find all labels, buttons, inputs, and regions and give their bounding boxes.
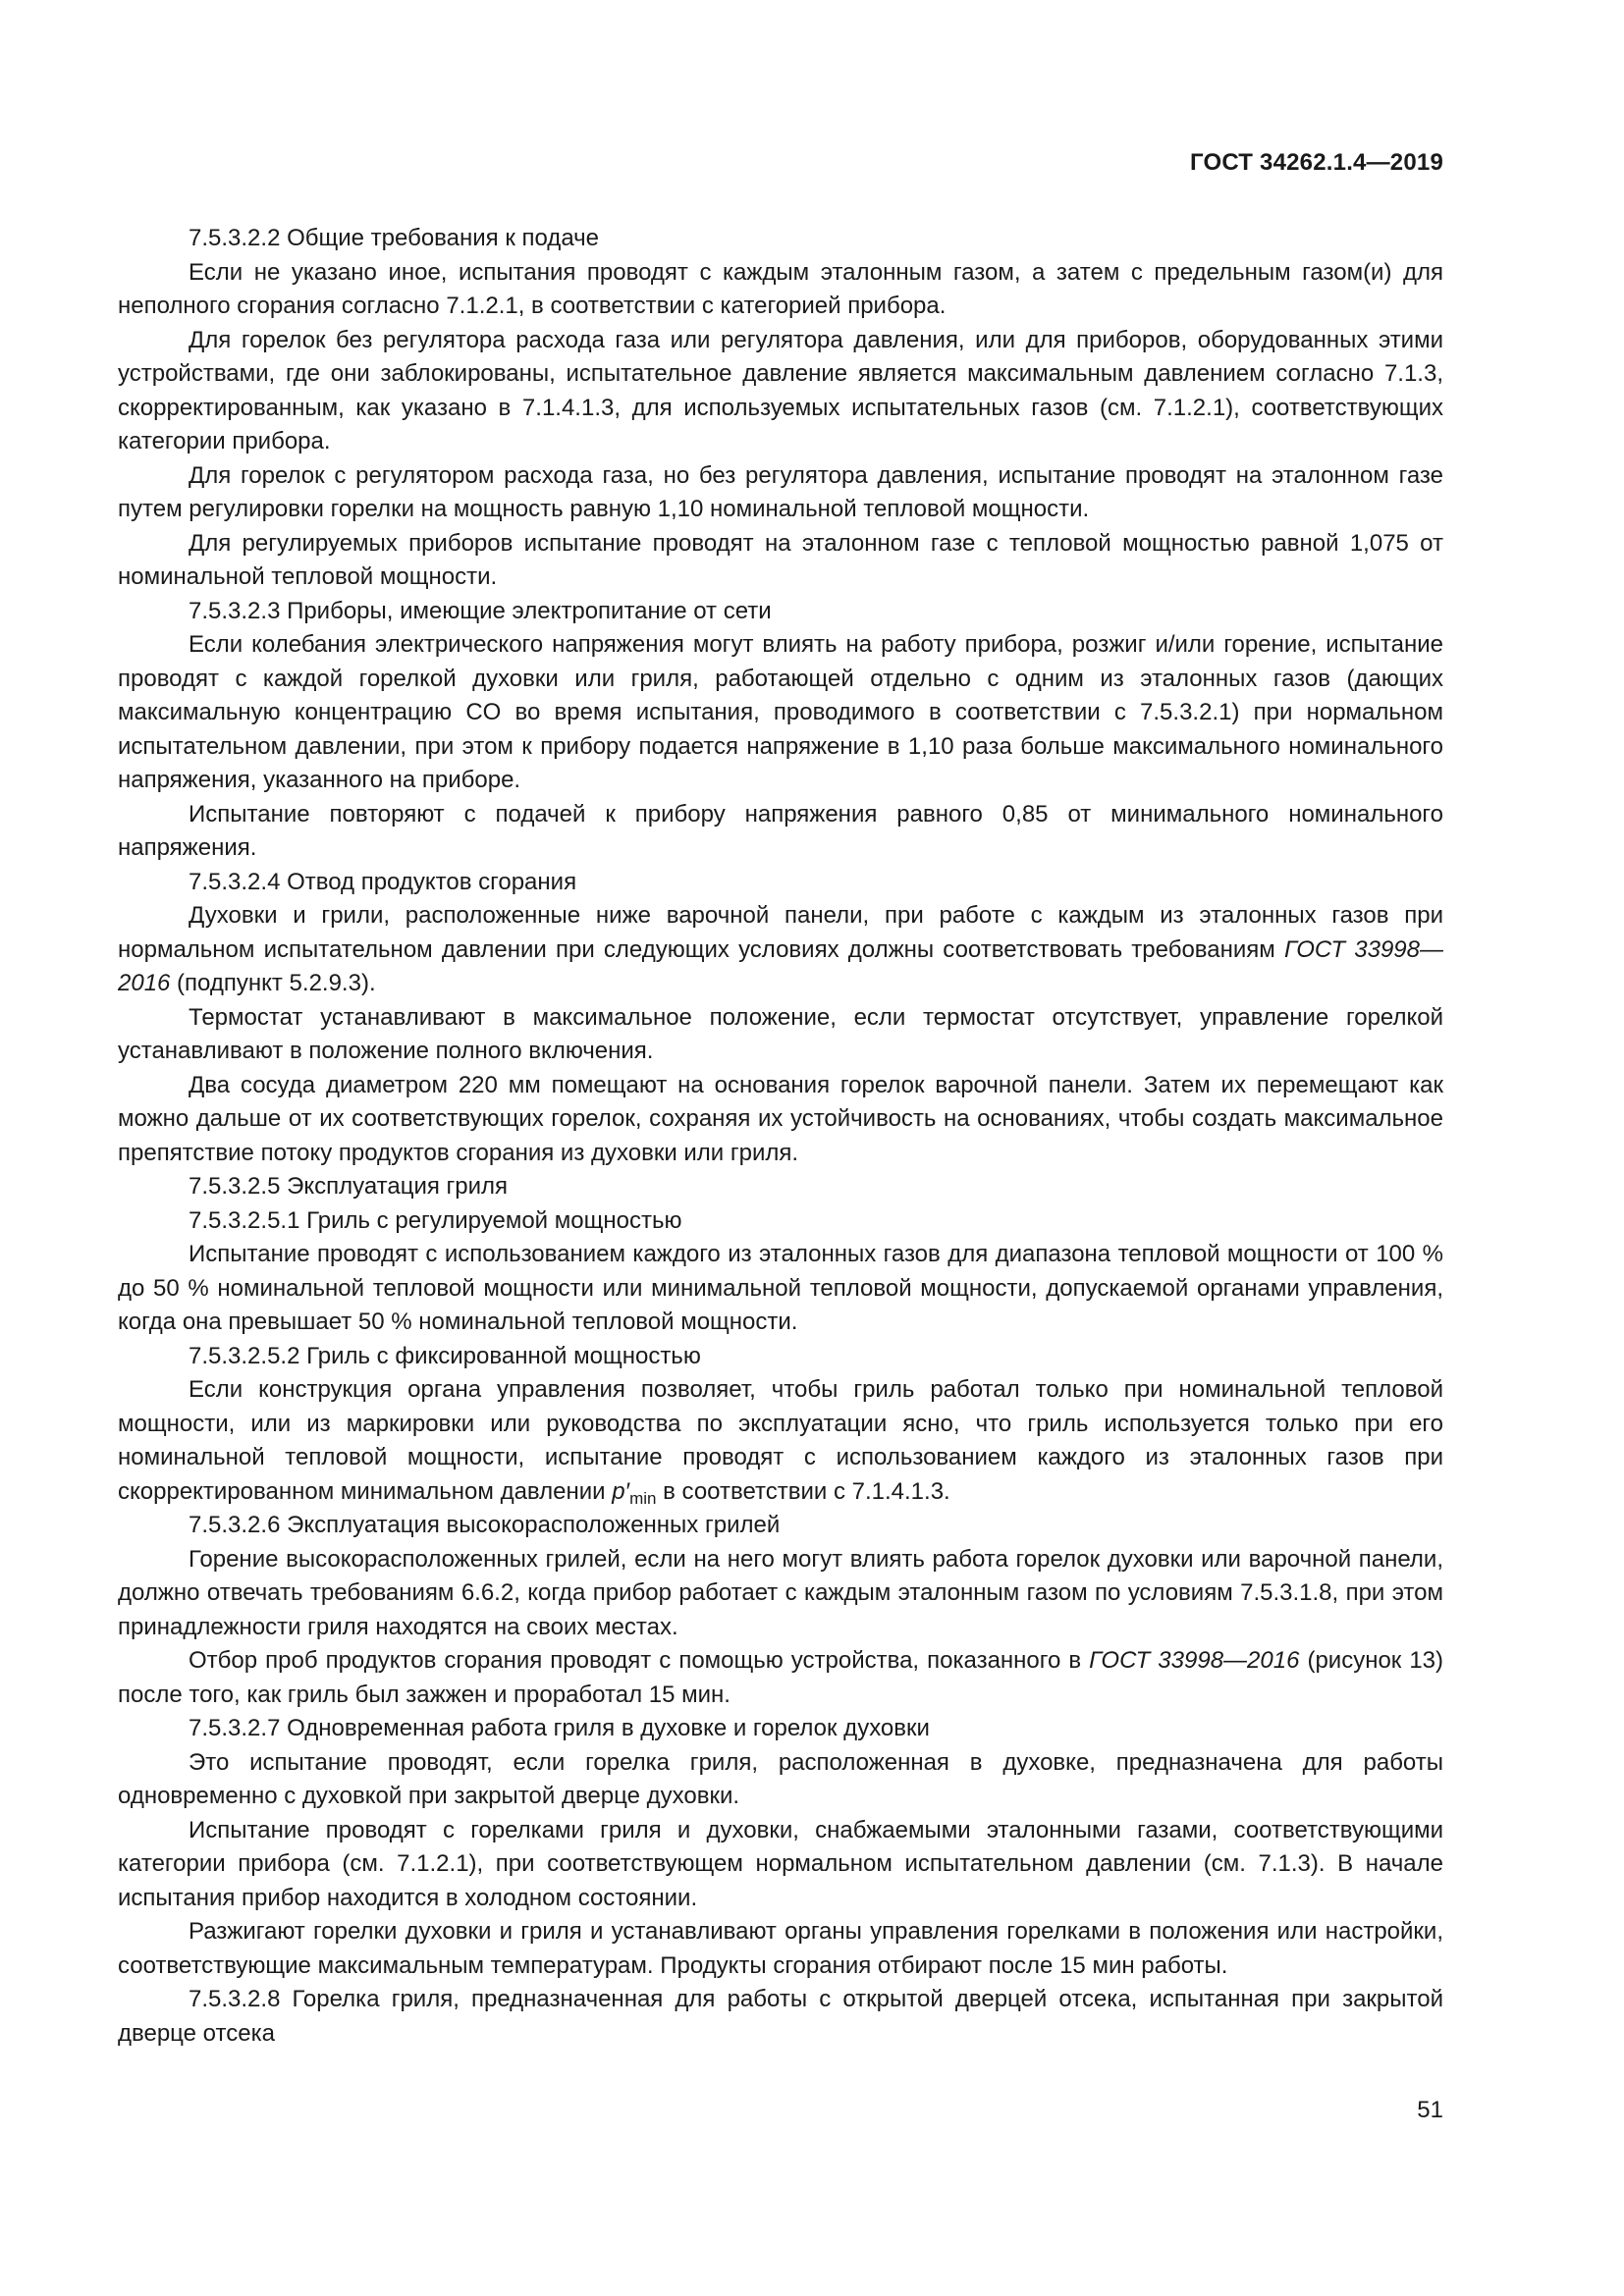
- section-heading-7-5-3-2-3: 7.5.3.2.3 Приборы, имеющие электропитание от сети: [189, 597, 772, 624]
- paragraph: Разжигают горелки духовки и гриля и устанавливают органы управления горелками в положения или настройки, соответствующие максимальным температурам. Продукты сгорания отбирают после 15 мин работы.: [118, 1918, 1443, 1979]
- paragraph: Испытание проводят с использованием каждого из эталонных газов для диапазона тепловой мощности от 100 % до 50 % номинальной тепловой мощности или минимальной тепловой мощности, допускаемой органами управления, когда она превышает 50 % номинальной тепловой мощности.: [118, 1241, 1443, 1335]
- section-heading-7-5-3-2-5-1: 7.5.3.2.5.1 Гриль с регулируемой мощностью: [189, 1206, 682, 1234]
- paragraph: Если колебания электрического напряжения могут влиять на работу прибора, розжиг и/или горение, испытание проводят с каждой горелкой духовки или гриля, работающей отдельно с одним из эталонных газов (дающих максимальную концентрацию CO во время испытания, проводимого в соответствии с 7.5.3.2.1) при нормальном испытательном давлении, при этом к прибору подается напряжение в 1,10 раза больше максимального номинального напряжения, указанного на приборе.: [118, 631, 1443, 793]
- section-heading-7-5-3-2-4: 7.5.3.2.4 Отвод продуктов сгорания: [189, 868, 577, 895]
- paragraph-text: Если конструкция органа управления позволяет, чтобы гриль работал только при номинальной тепловой мощности, или из маркировки или руководства по эксплуатации ясно, что гриль используется только при его номинальной тепловой мощности, испытание проводят с использованием каждого из эталонных газов при скорректированном минимальном давлении: [118, 1376, 1443, 1505]
- paragraph: Испытание повторяют с подачей к прибору напряжения равного 0,85 от минимального номинального напряжения.: [118, 800, 1443, 861]
- section-heading-7-5-3-2-6: 7.5.3.2.6 Эксплуатация высокорасположенных грилей: [189, 1512, 781, 1538]
- pressure-symbol: p′: [612, 1477, 630, 1505]
- paragraph: Испытание проводят с горелками гриля и духовки, снабжаемыми эталонными газами, соответствующими категории прибора (см. 7.1.2.1), при соответствующем нормальном испытательном давлении (см. 7.1.3). В начале испытания прибор находится в холодном состоянии.: [118, 1816, 1443, 1911]
- standard-reference: ГОСТ 33998—2016: [1089, 1647, 1300, 1674]
- paragraph-text: Духовки и грили, расположенные ниже варочной панели, при работе с каждым из эталонных газов при нормальном испытательном давлении при следующих условиях должны соответствовать требованиям: [118, 902, 1443, 963]
- paragraph: Горение высокорасположенных грилей, если на него могут влиять работа горелок духовки или варочной панели, должно отвечать требованиям 6.6.2, когда прибор работает с каждым эталонным газом по условиям 7.5.3.1.8, при этом принадлежности гриля находятся на своих местах.: [118, 1545, 1443, 1640]
- document-body: [118, 222, 1443, 2051]
- paragraph-text: в соответствии с 7.1.4.1.3.: [656, 1477, 950, 1505]
- paragraph-with-reference: [118, 1644, 1443, 1712]
- paragraph: Для регулируемых приборов испытание проводят на эталонном газе с тепловой мощностью равной 1,075 от номинальной тепловой мощности.: [118, 529, 1443, 590]
- paragraph: Для горелок с регулятором расхода газа, но без регулятора давления, испытание проводят на эталонном газе путем регулировки горелки на мощность равную 1,10 номинальной тепловой мощности.: [118, 461, 1443, 522]
- paragraph: Два сосуда диаметром 220 мм помещают на основания горелок варочной панели. Затем их перемещают как можно дальше от их соответствующих горелок, сохраняя их устойчивость на основаниях, чтобы создать максимальное препятствие потоку продуктов сгорания из духовки или гриля.: [118, 1071, 1443, 1166]
- pressure-subscript: min: [629, 1488, 657, 1508]
- paragraph-text: Отбор проб продуктов сгорания проводят с помощью устройства, показанного в: [189, 1647, 1090, 1674]
- paragraph-text: (рисунок 13) после того, как гриль был зажжен и проработал 15 мин.: [118, 1647, 1444, 1708]
- paragraph: Если не указано иное, испытания проводят с каждым эталонным газом, а затем с предельным газом(и) для неполного сгорания согласно 7.1.2.1, в соответствии с категорией прибора.: [118, 258, 1443, 319]
- paragraph-with-formula: [118, 1373, 1443, 1509]
- paragraph: Для горелок без регулятора расхода газа или регулятора давления, или для приборов, оборудованных этими устройствами, где они заблокированы, испытательное давление является максимальным давлением согласно 7.1.3, скорректированным, как указано в 7.1.4.1.3, для используемых испытательных газов (см. 7.1.2.1), соответствующих категории прибора.: [118, 326, 1443, 454]
- section-heading-7-5-3-2-7: 7.5.3.2.7 Одновременная работа гриля в духовке и горелок духовки: [189, 1715, 930, 1741]
- paragraph-text: (подпункт 5.2.9.3).: [170, 970, 376, 996]
- paragraph: Это испытание проводят, если горелка гриля, расположенная в духовке, предназначена для работы одновременно с духовкой при закрытой дверце духовки.: [118, 1748, 1443, 1809]
- section-heading-7-5-3-2-5-2: 7.5.3.2.5.2 Гриль с фиксированной мощностью: [189, 1342, 701, 1369]
- paragraph-with-reference: [118, 899, 1443, 1001]
- paragraph: Термостат устанавливают в максимальное положение, если термостат отсутствует, управление горелкой устанавливают в положение полного включения.: [118, 1003, 1443, 1064]
- section-heading-7-5-3-2-8: 7.5.3.2.8 Горелка гриля, предназначенная для работы с открытой дверцей отсека, испытанная при закрытой дверце отсека: [118, 1986, 1443, 2047]
- section-heading-7-5-3-2-2: 7.5.3.2.2 Общие требования к подаче: [189, 225, 599, 251]
- document-header: ГОСТ 34262.1.4—2019: [1190, 149, 1443, 176]
- page-number: 51: [1417, 2097, 1443, 2123]
- section-heading-7-5-3-2-5: 7.5.3.2.5 Эксплуатация гриля: [189, 1173, 509, 1200]
- standard-reference: ГОСТ 33998—2016: [118, 935, 1443, 996]
